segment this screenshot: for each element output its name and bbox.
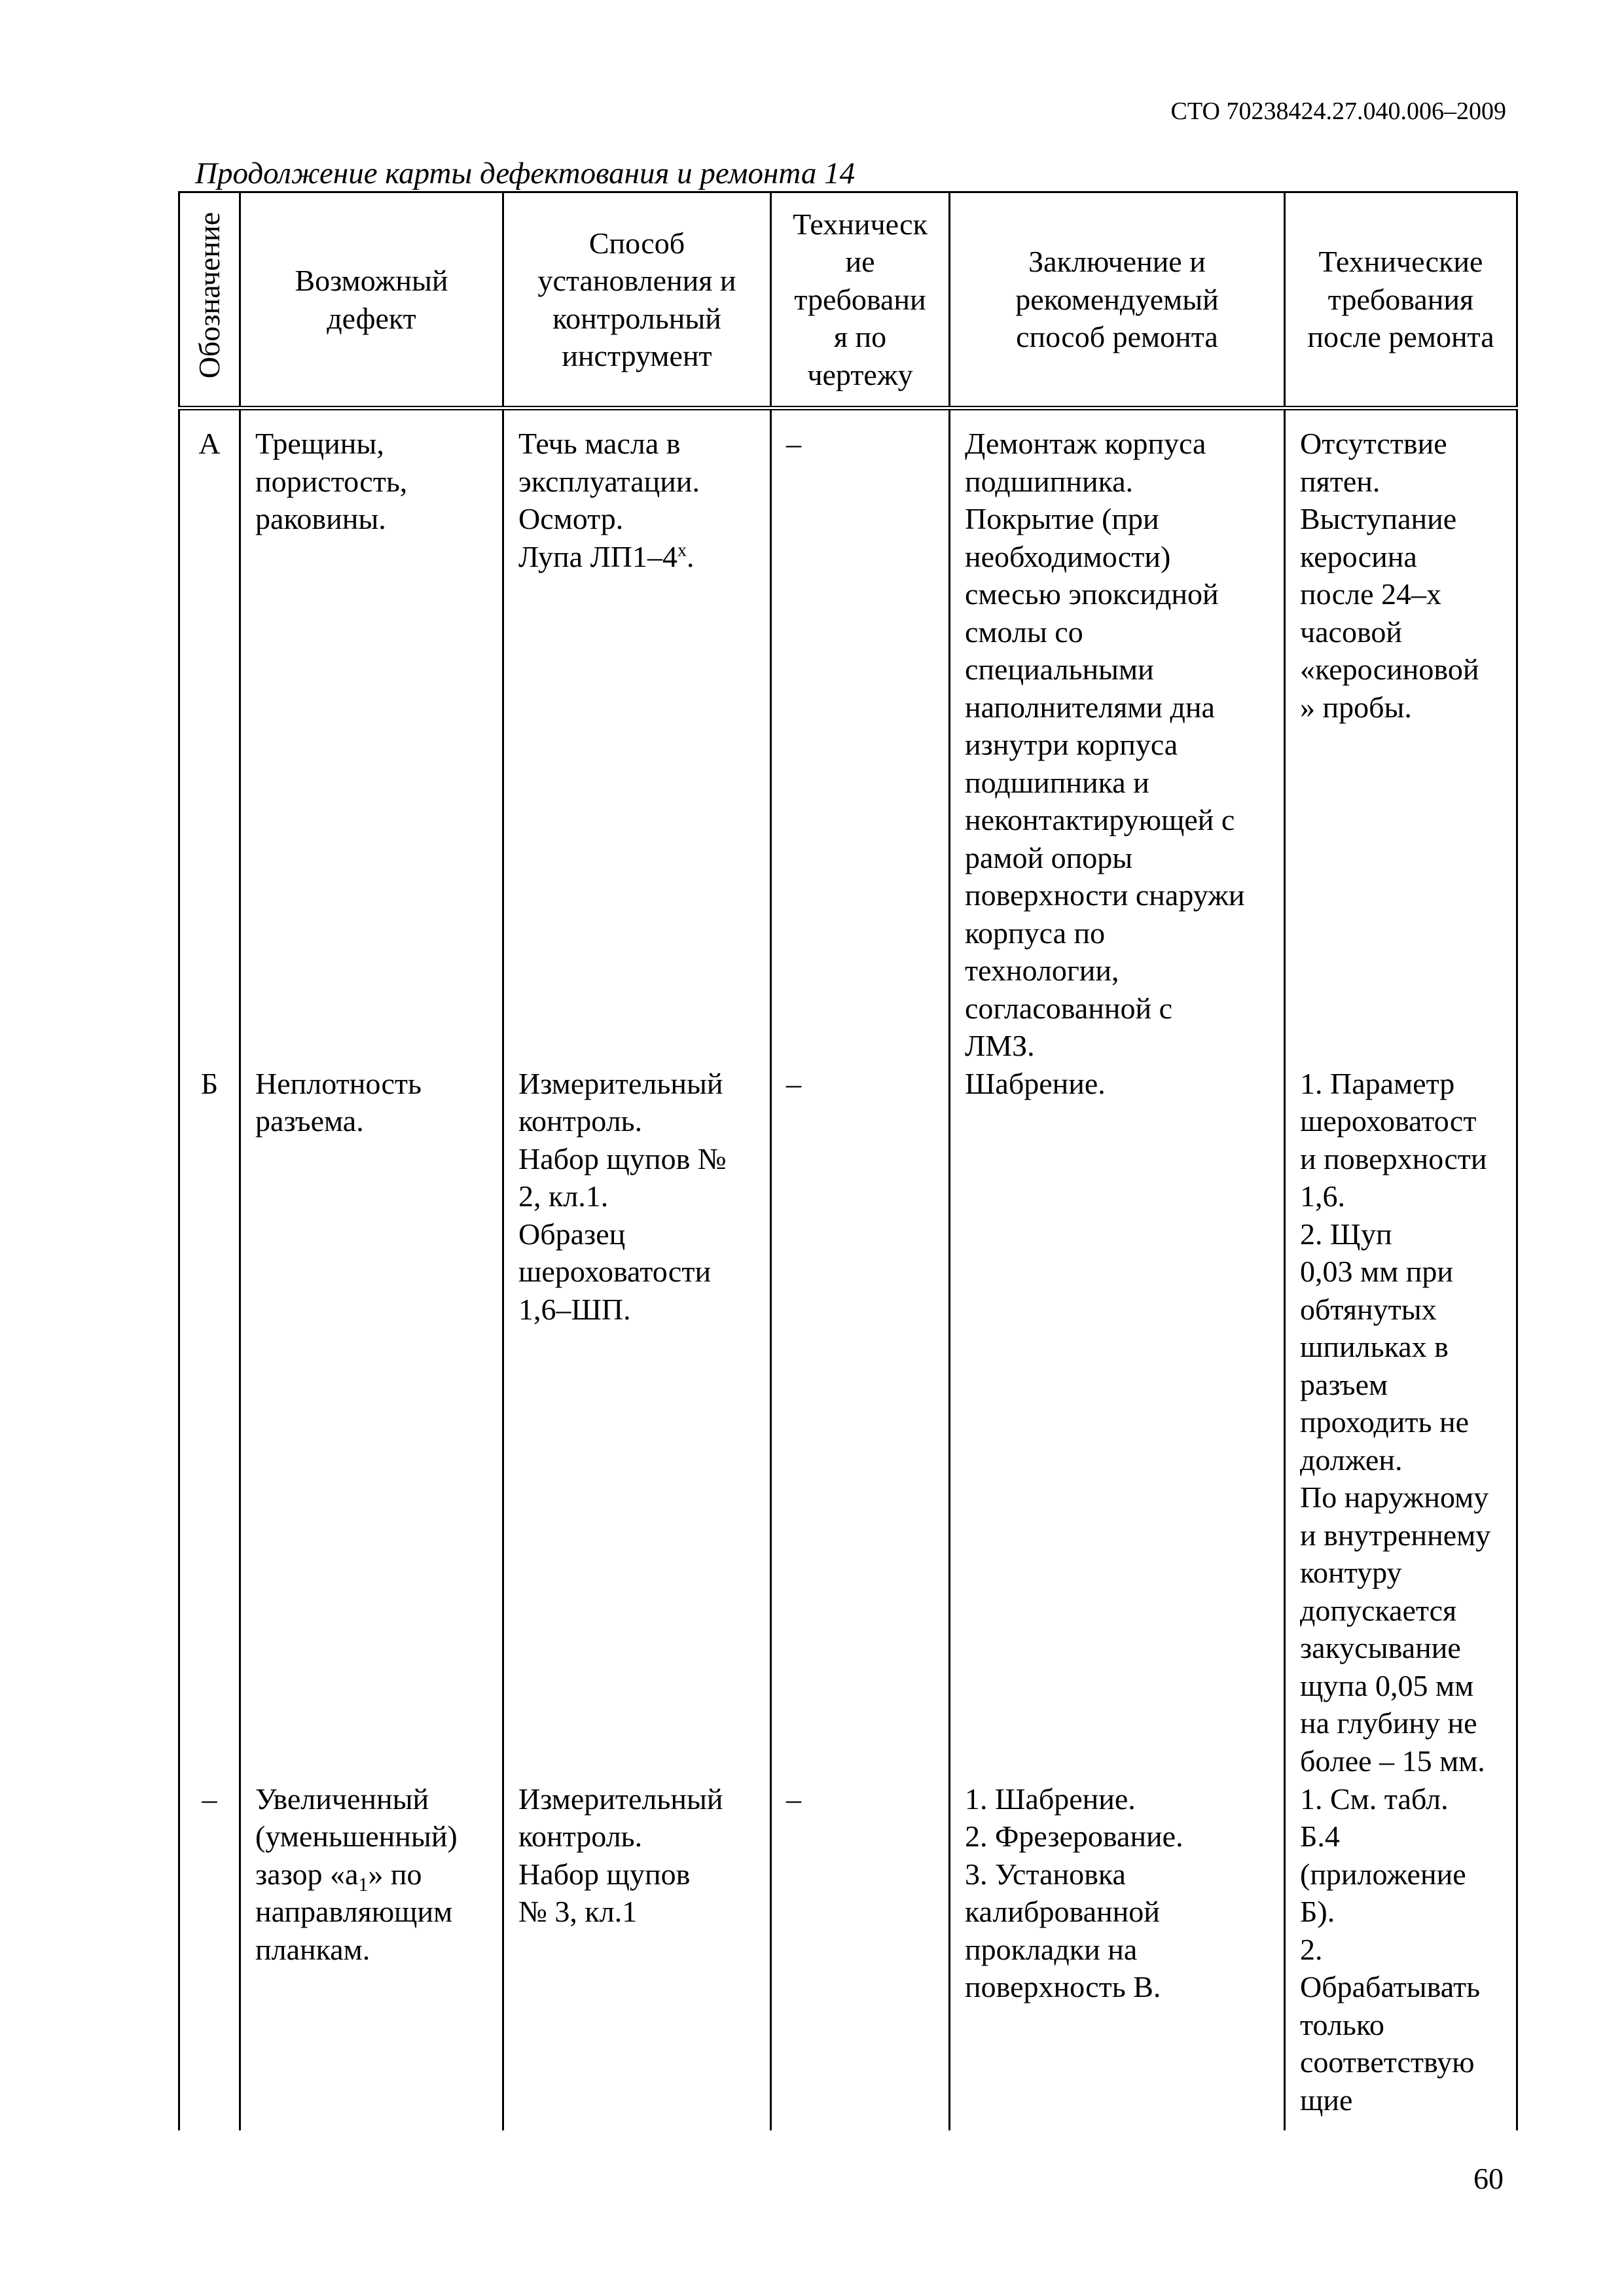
table-row: [179, 1065, 1517, 1780]
cell-method: Течь масла в эксплуатации. Осмотр. Лупа $ЛП1-4^х$.: [503, 408, 771, 1065]
cell-designation: –: [179, 1780, 240, 2130]
cell-post-repair-requirements: 1. Параметр шероховатост и поверхности 1,6. 2. Щуп 0,03 мм при обтянутых шпильках в разъем проходить не должен. По наружному и внутреннему контуру допускается закусывание щупа 0,05 мм на глубину не более – 15 мм.: [1285, 1065, 1517, 1780]
column-header-designation: Обозначение: [179, 192, 240, 408]
cell-drawing-requirements: –: [771, 408, 950, 1065]
cell-method: Измерительный контроль. Набор щупов № 3, кл.1: [503, 1780, 771, 2130]
page-number: 60: [1473, 2162, 1504, 2195]
defect-repair-table: [178, 191, 1518, 2130]
document-code: СТО 70238424.27.040.006–2009: [1170, 98, 1506, 125]
column-header-repair: Заключение и рекомендуемый способ ремонта: [950, 192, 1285, 408]
table-caption: Продолжение карты дефектования и ремонта 14: [195, 156, 856, 190]
table-header-row: [179, 192, 1517, 408]
cell-post-repair-requirements: Отсутствие пятен. Выступание керосина после 24–х часовой «керосиновой » пробы.: [1285, 408, 1517, 1065]
cell-repair: Демонтаж корпуса подшипника. Покрытие (при необходимости) смесью эпоксидной смолы со специальными наполнителями дна изнутри корпуса подшипника и неконтактирующей с рамой опоры поверхности снаружи корпуса по технологии, согласованной с ЛМЗ.: [950, 408, 1285, 1065]
column-header-post-repair-requirements: Технические требования после ремонта: [1285, 192, 1517, 408]
cell-method: Измерительный контроль. Набор щупов № 2, кл.1. Образец шероховатости 1,6–ШП.: [503, 1065, 771, 1780]
cell-repair: Шабрение.: [950, 1065, 1285, 1780]
table-row: [179, 1780, 1517, 2130]
table-row: [179, 408, 1517, 1065]
cell-defect: Неплотность разъема.: [240, 1065, 503, 1780]
column-header-drawing-requirements: Техническ ие требовани я по чертежу: [771, 192, 950, 408]
cell-repair: 1. Шабрение. 2. Фрезерование. 3. Установка калиброванной прокладки на поверхность В.: [950, 1780, 1285, 2130]
column-header-defect: Возможный дефект: [240, 192, 503, 408]
cell-defect: Трещины, пористость, раковины.: [240, 408, 503, 1065]
cell-post-repair-requirements: 1. См. табл. Б.4 (приложение Б). 2. Обрабатывать только соответствую щие: [1285, 1780, 1517, 2130]
cell-defect: Увеличенный (уменьшенный) зазор «$а_1$» по направляющим планкам.: [240, 1780, 503, 2130]
cell-drawing-requirements: –: [771, 1065, 950, 1780]
column-header-method: Способ установления и контрольный инструмент: [503, 192, 771, 408]
cell-designation: А: [179, 408, 240, 1065]
cell-designation: Б: [179, 1065, 240, 1780]
cell-drawing-requirements: –: [771, 1780, 950, 2130]
